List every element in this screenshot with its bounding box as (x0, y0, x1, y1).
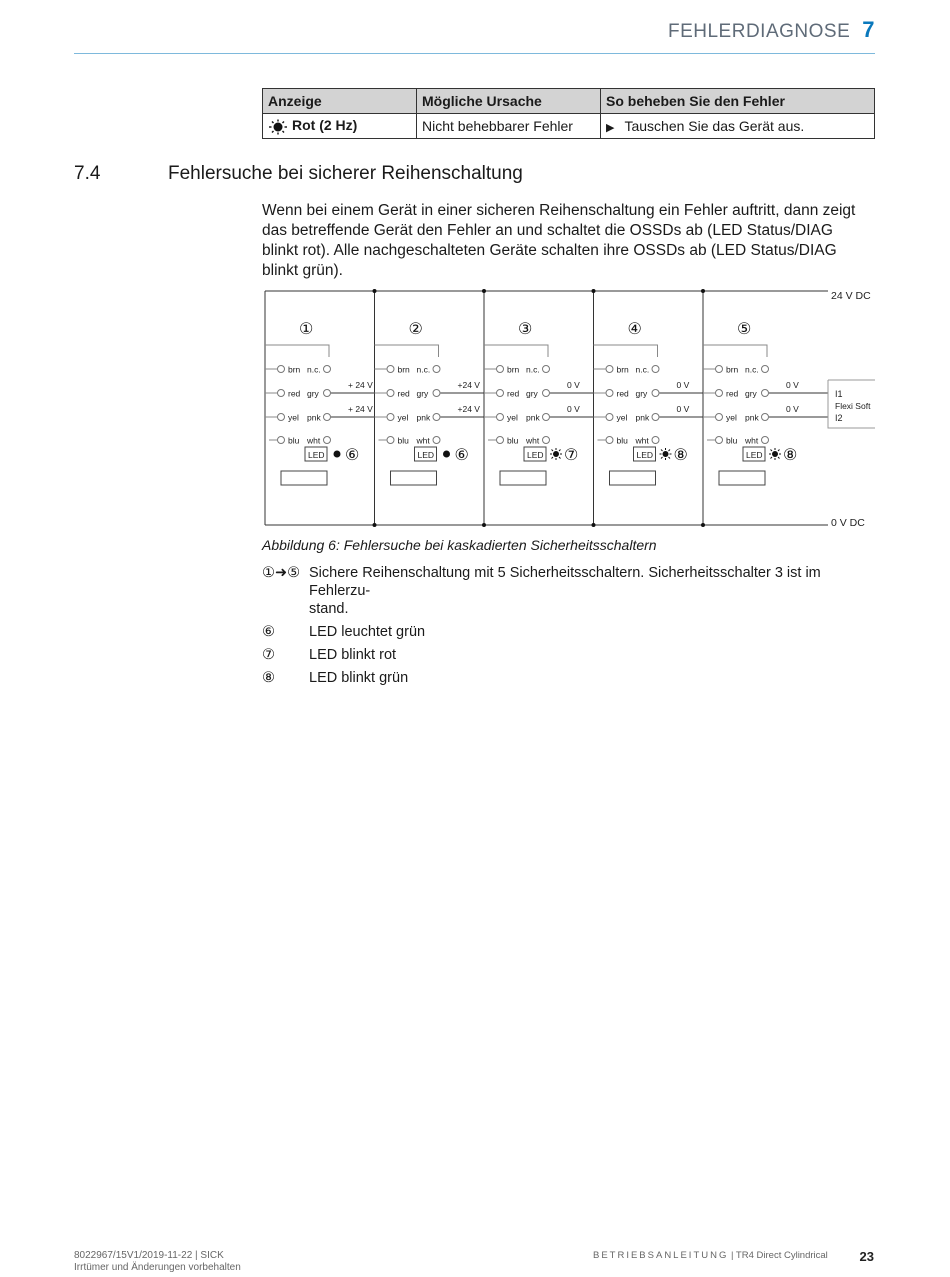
pin-label: red (288, 388, 301, 399)
footer-doc-info (74, 1250, 241, 1274)
legend-item (262, 623, 875, 641)
pin-label: red (726, 388, 739, 399)
figure-caption: Abbildung 6: Fehlersuche bei kaskadierten Sicherheitsschaltern (262, 537, 657, 553)
pin-label: blu (288, 435, 300, 446)
label-field (391, 471, 437, 485)
chapter-title: FEHLERDIAGNOSE (667, 21, 851, 42)
led-flashing-icon (550, 448, 562, 460)
paragraph-line: das betreffende Gerät den Fehler an und schaltet die OSSDs ab (LED Status/DIAG (262, 222, 833, 239)
device-number: ③ (518, 321, 533, 338)
cause-cell: Nicht behebbarer Fehler (417, 114, 601, 139)
device-number: ⑤ (737, 321, 752, 338)
device-number: ① (299, 321, 314, 338)
pin-terminal (716, 437, 723, 444)
pin-label: brn (726, 364, 739, 375)
led-label: LED (746, 450, 763, 460)
chapter-number: 7 (862, 17, 875, 42)
pin-terminal (652, 414, 659, 421)
product-name: | TR4 Direct Cylindrical (728, 1250, 828, 1261)
junction-dot (592, 523, 596, 527)
column-header: Anzeige (263, 89, 417, 114)
led-flashing-icon (769, 448, 781, 460)
led-label: LED (527, 450, 544, 460)
status-marker: ⑥ (345, 447, 360, 464)
led-label: LED (308, 450, 325, 460)
status-marker: ⑦ (564, 447, 579, 464)
junction-dot (592, 289, 596, 293)
wire-voltage-label: 0 V (786, 404, 799, 414)
pin-terminal (497, 390, 504, 397)
safety-switch-3 (482, 289, 594, 527)
pin-terminal (716, 366, 723, 373)
pin-label: pnk (745, 412, 759, 423)
pin-terminal (433, 366, 440, 373)
pin-terminal (324, 366, 331, 373)
diagnosis-table (262, 88, 875, 139)
header-divider (74, 53, 875, 54)
pin-label: gry (307, 388, 319, 399)
status-marker: ⑧ (673, 447, 688, 464)
pin-terminal (433, 390, 440, 397)
page-header (668, 17, 875, 43)
pin-label: wht (745, 435, 759, 446)
wire-voltage-label: + 24 V (348, 404, 373, 414)
led-label: LED (417, 450, 435, 460)
wire-voltage-label: 0 V (567, 380, 580, 390)
pin-label: n.c. (526, 364, 540, 375)
pin-terminal (324, 414, 331, 421)
remedy-cell (601, 114, 875, 139)
pin-terminal (543, 366, 550, 373)
pin-terminal (324, 390, 331, 397)
legend-text: LED blinkt rot (309, 647, 397, 663)
pin-label: n.c. (307, 364, 321, 375)
pin-terminal (762, 437, 769, 444)
pin-label: pnk (416, 412, 431, 423)
pin-label: red (507, 388, 520, 399)
pin-label: wht (307, 435, 321, 446)
column-header: Mögliche Ursache (417, 89, 601, 114)
wire-voltage-label: +24 V (457, 404, 480, 414)
pin-terminal (606, 390, 613, 397)
supply-24v-label: 24 V DC (831, 290, 871, 302)
wire-voltage-label: 0 V (676, 380, 690, 390)
pin-label: brn (616, 364, 629, 375)
pin-terminal (387, 390, 394, 397)
safety-switch-4 (592, 289, 704, 527)
pin-label: red (616, 388, 629, 399)
legend-key: ⑦ (262, 647, 275, 663)
column-header: So beheben Sie den Fehler (601, 89, 875, 114)
safety-switch-2 (373, 289, 485, 527)
wire-voltage-label: 0 V (786, 380, 799, 390)
body-paragraph (262, 201, 875, 281)
pin-label: brn (507, 364, 520, 375)
legend-item (262, 669, 875, 687)
pin-terminal (762, 414, 769, 421)
pin-terminal (387, 366, 394, 373)
pin-label: yel (726, 412, 737, 423)
status-marker: ⑥ (454, 447, 469, 464)
pin-label: blu (507, 435, 519, 446)
pin-label: wht (526, 435, 540, 446)
led-on-icon (334, 451, 341, 458)
pin-label: yel (507, 412, 518, 423)
pin-label: n.c. (416, 364, 431, 375)
device-number: ② (408, 321, 423, 338)
junction-dot (701, 289, 705, 293)
figure-legend (262, 564, 875, 692)
legend-key: ⑥ (262, 624, 275, 640)
pin-label: yel (616, 412, 628, 423)
led-label: LED (636, 450, 654, 460)
wire-voltage-label: 0 V (567, 404, 580, 414)
flexisoft-input-1: I1 (835, 389, 843, 399)
pin-label: gry (745, 388, 757, 399)
legend-text: Sichere Reihenschaltung mit 5 Sicherheitsschaltern. Sicherheitsschalter 3 ist im Fehlerzu- (309, 565, 821, 599)
led-flashing-icon (660, 448, 672, 460)
legend-text: LED blinkt grün (309, 670, 409, 686)
paragraph-line: blinkt rot). Alle nachgeschalteten Geräte schalten ihre OSSDs ab (LED Status/DIAG (262, 242, 837, 259)
junction-dot (482, 289, 486, 293)
table-row (263, 114, 875, 139)
junction-dot (373, 289, 377, 293)
status-marker: ⑧ (783, 447, 798, 464)
legend-item (262, 564, 875, 618)
pin-terminal (497, 437, 504, 444)
pin-label: yel (397, 412, 409, 423)
label-field (719, 471, 765, 485)
cascade-wiring-diagram (262, 283, 875, 533)
pin-terminal (606, 437, 613, 444)
pin-label: brn (288, 364, 301, 375)
page-number: 23 (859, 1249, 874, 1264)
junction-dot (373, 523, 377, 527)
table-header-row (263, 89, 875, 114)
flexisoft-input-2: I2 (835, 413, 843, 423)
pin-terminal (716, 414, 723, 421)
pin-label: pnk (526, 412, 540, 423)
pin-terminal (606, 414, 613, 421)
pin-label: red (397, 388, 410, 399)
pin-label: brn (397, 364, 410, 375)
pin-label: gry (635, 388, 648, 399)
pin-terminal (324, 437, 331, 444)
paragraph-line: Wenn bei einem Gerät in einer sicheren Reihenschaltung ein Fehler auftritt, dann zeigt (262, 202, 856, 219)
pin-terminal (543, 414, 550, 421)
flexisoft-label: Flexi Soft (835, 401, 871, 411)
pin-terminal (762, 366, 769, 373)
label-field (610, 471, 656, 485)
legend-key: ⑧ (262, 670, 275, 686)
section-title: Fehlersuche bei sicherer Reihenschaltung (168, 163, 523, 184)
indicator-cell (263, 114, 417, 139)
paragraph-line: blinkt grün). (262, 262, 343, 279)
pin-terminal (433, 414, 440, 421)
remedy-text: Tauschen Sie das Gerät aus. (624, 118, 805, 134)
pin-terminal (543, 437, 550, 444)
wire-voltage-label: 0 V (676, 404, 690, 414)
pin-label: blu (397, 435, 409, 446)
footer-manual-title (593, 1250, 828, 1261)
pin-terminal (497, 414, 504, 421)
pin-label: blu (616, 435, 628, 446)
bullet-arrow-icon: ▶ (606, 122, 615, 134)
label-field (500, 471, 546, 485)
indicator-text: Rot (2 Hz) (292, 117, 358, 134)
document-id: 8022967/15V1/2019-11-22 | SICK (74, 1250, 224, 1261)
pin-terminal (606, 366, 613, 373)
pin-terminal (543, 390, 550, 397)
pin-terminal (278, 414, 285, 421)
safety-switch-1 (265, 321, 375, 485)
label-field (281, 471, 327, 485)
pin-terminal (652, 366, 659, 373)
pin-label: n.c. (745, 364, 759, 375)
pin-terminal (652, 390, 659, 397)
junction-dot (701, 523, 705, 527)
disclaimer: Irrtümer und Änderungen vorbehalten (74, 1262, 241, 1273)
pin-label: wht (416, 435, 430, 446)
flexisoft-module (828, 380, 875, 428)
pin-terminal (387, 437, 394, 444)
pin-terminal (716, 390, 723, 397)
legend-key: ①➜⑤ (262, 565, 301, 581)
pin-label: pnk (635, 412, 650, 423)
pin-label: n.c. (635, 364, 650, 375)
pin-terminal (278, 437, 285, 444)
pin-terminal (278, 390, 285, 397)
pin-terminal (278, 366, 285, 373)
supply-0v-label: 0 V DC (831, 517, 865, 529)
pin-label: yel (288, 412, 299, 423)
legend-text: stand. (309, 601, 349, 617)
pin-terminal (433, 437, 440, 444)
wire-voltage-label: + 24 V (348, 380, 373, 390)
section-number: 7.4 (74, 163, 101, 184)
safety-switch-5 (701, 289, 828, 527)
led-on-icon (443, 451, 450, 458)
pin-label: wht (635, 435, 649, 446)
manual-type: BETRIEBSANLEITUNG (593, 1250, 729, 1261)
pin-label: gry (416, 388, 429, 399)
pin-label: pnk (307, 412, 321, 423)
legend-text: LED leuchtet grün (309, 624, 426, 640)
pin-label: gry (526, 388, 538, 399)
led-flashing-icon (268, 119, 288, 135)
pin-terminal (497, 366, 504, 373)
pin-terminal (652, 437, 659, 444)
pin-terminal (387, 414, 394, 421)
pin-terminal (762, 390, 769, 397)
pin-label: blu (726, 435, 738, 446)
wire-voltage-label: +24 V (457, 380, 480, 390)
device-number: ④ (627, 321, 642, 338)
junction-dot (482, 523, 486, 527)
legend-item (262, 646, 875, 664)
